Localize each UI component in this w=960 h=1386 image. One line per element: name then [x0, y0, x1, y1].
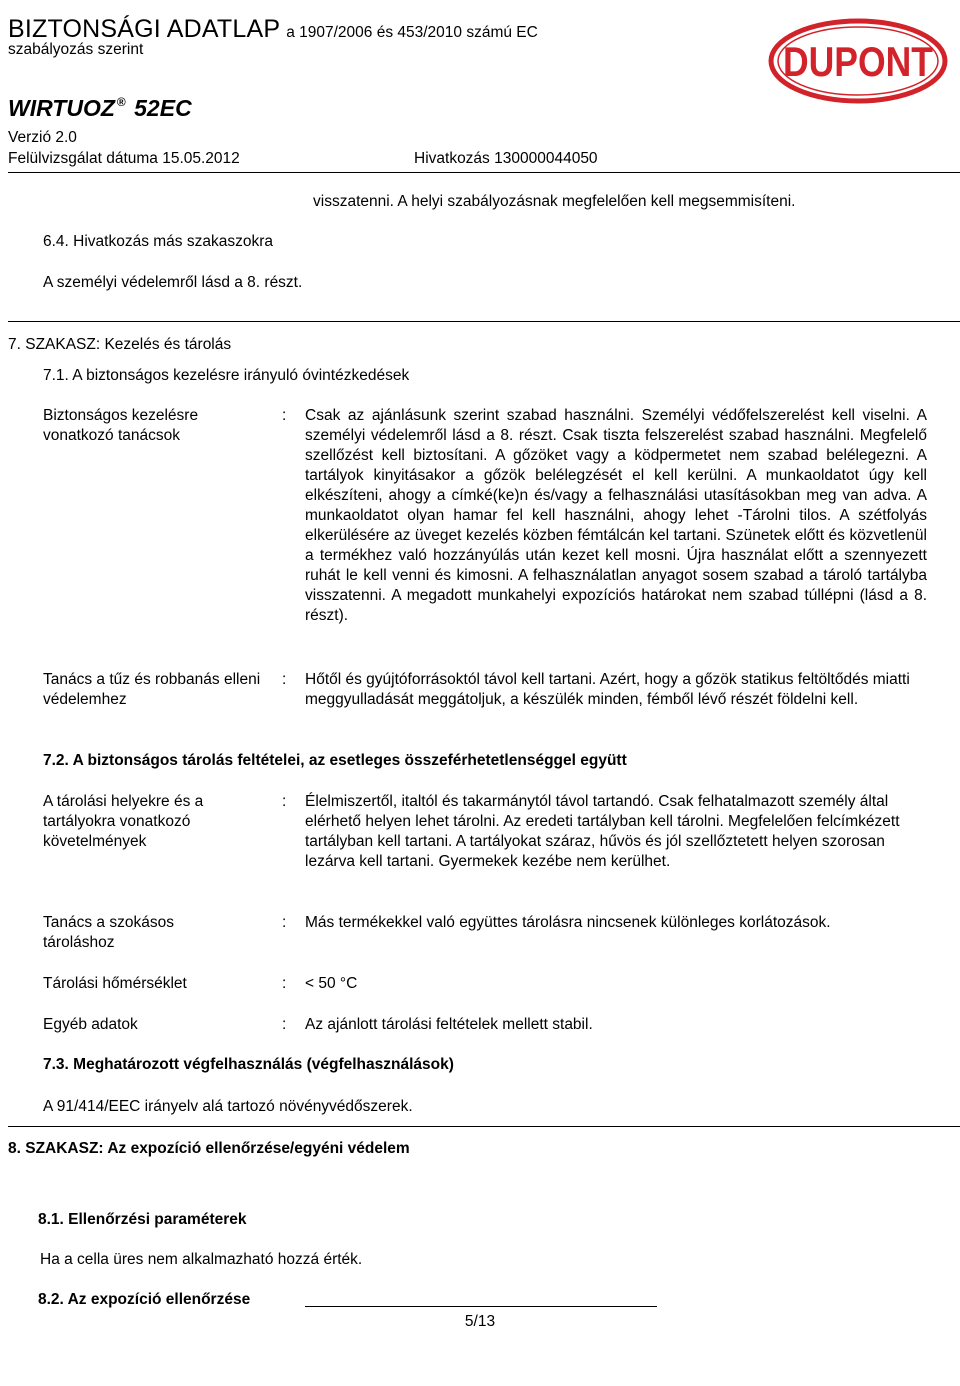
dupont-logo: [768, 18, 948, 104]
handling-advice-label: Biztonságos kezelésre vonatkozó tanácsok: [43, 407, 199, 444]
colon: :: [282, 407, 287, 424]
registered-mark: ®: [116, 95, 126, 109]
other-data-text: Az ajánlott tárolási feltételek mellett stabil.: [305, 1016, 593, 1033]
handling-advice-text: Csak az ajánlásunk szerint szabad használni. Személyi védőfelszerelést kell viselni. A személyi védelemről lásd a 8. részt. Csak tiszta felszerelést szabad használni. Megfelelő szellőzést kell biztosítani. A gőzöket vagy a ködpermetet nem szabad belélegezni. A tartályok kinyitásakor a gőzök belélegzését el kell kerülni. A munkaoldatot úgy kell elkészíteni, ahogy a címké(ke)n és/vagy a felhasználási utasításokban meg van adva. A munkaoldatot olyan hamar fel kell használni, ahogy lehet -Tárolni tilos. A szétfolyás elkerülésére az üveget kezelés közben fémtálcán kel tartani. Szünetek előtt és közvetlenül a termékhez való hozzányúlás után kezet kell mosni. Újra használat előtt a szennyezett ruhát le kell venni és kimosni. A felhasználatlan anyagot sosem szabad a tároló tartályba visszatenni. A megadott munkahelyi expozíciós határokat nem szabad túllépni (lásd a 8. részt).: [305, 407, 927, 624]
colon: :: [282, 975, 287, 992]
title-suffix: a 1907/2006 és 453/2010 számú EC: [286, 24, 538, 41]
colon: :: [282, 793, 287, 810]
storage-requirements-text: Élelmiszertől, italtól és takarmánytól távol tartandó. Csak felhatalmazott személy által elérhető helyen lehet tárolni. Az eredeti tartályban kell tárolni. Megfelelően felcímkézett tartályban kell tartani. A tartályokat száraz, hűvös és jól szellőztetett helyen szorosan lezárva kell tartani. Gyermekek kezébe nem kerülhet.: [305, 793, 900, 870]
document-subtitle: szabályozás szerint: [8, 41, 144, 58]
version-label: Verzió 2.0: [8, 129, 77, 146]
section-7-3-heading: 7.3. Meghatározott végfelhasználás (végfelhasználások): [43, 1056, 454, 1073]
colon: :: [282, 1016, 287, 1033]
section-6-4-heading: 6.4. Hivatkozás más szakaszokra: [43, 233, 274, 250]
storage-temperature-value: < 50 °C: [305, 975, 358, 992]
common-storage-label: Tanács a szokásos tároláshoz: [43, 914, 174, 951]
colon: :: [282, 914, 287, 931]
section-6-4-text: A személyi védelemről lásd a 8. részt.: [43, 274, 303, 291]
continuation-text: visszatenni. A helyi szabályozásnak megfelelően kell megsemmisíteni.: [313, 193, 796, 210]
reference-number: Hivatkozás 130000044050: [414, 150, 598, 167]
fire-protection-label: Tanács a tűz és robbanás elleni védelemhez: [43, 671, 261, 708]
section-7-3-text: A 91/414/EEC irányelv alá tartozó növényvédőszerek.: [43, 1098, 413, 1115]
product-name: [8, 88, 192, 122]
review-date: Felülvizsgálat dátuma 15.05.2012: [8, 150, 240, 167]
header-rule: [8, 172, 960, 173]
storage-requirements-label: A tárolási helyekre és a tartályokra vonatkozó követelmények: [43, 793, 204, 850]
fire-protection-text: Hőtől és gyújtóforrásoktól távol kell tartani. Azért, hogy a gőzök statikus feltöltődés miatti meggyulladását meggátoljuk, a készülék minden, fémből lévő részét földelni kell.: [305, 671, 910, 708]
section-8-2-heading: 8.2. Az expozíció ellenőrzése: [38, 1291, 251, 1308]
section-7-1-heading: 7.1. A biztonságos kezelésre irányuló óvintézkedések: [43, 367, 410, 384]
other-data-label: Egyéb adatok: [43, 1016, 138, 1033]
section-8-heading: 8. SZAKASZ: Az expozíció ellenőrzése/egyéni védelem: [8, 1140, 410, 1157]
storage-temperature-label: Tárolási hőmérséklet: [43, 975, 187, 992]
colon: :: [282, 671, 287, 688]
section-8-1-text: Ha a cella üres nem alkalmazható hozzá érték.: [40, 1251, 363, 1268]
section-8-1-heading: 8.1. Ellenőrzési paraméterek: [38, 1211, 247, 1228]
product-code: 52EC: [134, 95, 192, 121]
product-name-text: WIRTUOZ: [8, 95, 115, 121]
page-number: 5/13: [464, 1313, 496, 1330]
section-7-heading: 7. SZAKASZ: Kezelés és tárolás: [8, 336, 232, 353]
footer-rule: [305, 1306, 657, 1307]
common-storage-text: Más termékekkel való együttes tárolásra nincsenek különleges korlátozások.: [305, 914, 831, 931]
section-7-2-heading: 7.2. A biztonságos tárolás feltételei, az esetleges összeférhetetlenséggel együtt: [43, 752, 627, 769]
svg-text:DUPONT: DUPONT: [783, 38, 934, 85]
section-rule: [8, 1126, 960, 1127]
title-main: BIZTONSÁGI ADATLAP: [8, 15, 281, 43]
section-rule: [8, 321, 960, 322]
